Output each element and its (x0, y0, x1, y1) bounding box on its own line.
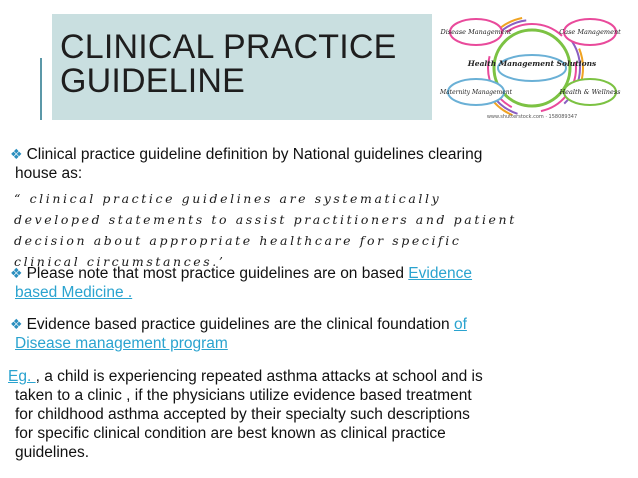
definition-quote: “ clinical practice guidelines are systematically developed statements to assist practitioners and patient decision about appropriate healthcare for specific clinical circumstances.’ (14, 191, 517, 269)
paragraph-evidence-medicine (10, 264, 630, 302)
slide-title (60, 30, 440, 98)
diagram-label-maternity: Maternity Management (439, 89, 513, 96)
definition-text: Clinical practice guideline definition by National guidelines clearing (26, 146, 483, 163)
svg-text:Disease Management (439, 28, 511, 36)
diagram-label-case: Case Management (559, 28, 621, 36)
diamond-bullet-icon: ❖ (10, 316, 23, 332)
title-line-2: GUIDELINE (60, 62, 246, 98)
svg-text:Maternity Management (439, 89, 513, 96)
diagram-label-wellness: Health & Wellness (559, 88, 621, 96)
evidence-medicine-link-cont[interactable]: based Medicine . (15, 284, 133, 301)
paragraph-example (8, 367, 632, 462)
svg-text:www.shutterstock.com · 1580893 (487, 114, 577, 120)
example-line-4: for specific clinical condition are best known as clinical practice (15, 425, 446, 442)
disease-management-link[interactable]: of (453, 316, 467, 333)
definition-text-cont: house as: (15, 165, 83, 182)
disease-management-link-cont[interactable]: Disease management program (15, 335, 228, 352)
diagram-watermark: www.shutterstock.com · 158089347 (486, 114, 578, 120)
evidence-text: Please note that most practice guidelines are on based (26, 265, 409, 282)
paragraph-foundation (10, 315, 630, 353)
example-line-2: taken to a clinic , if the physicians utilize evidence based treatment (15, 387, 472, 404)
evidence-medicine-link[interactable]: Evidence (408, 265, 473, 282)
example-link[interactable]: Eg. (8, 368, 36, 385)
health-management-diagram (432, 14, 632, 124)
diamond-bullet-icon: ❖ (10, 265, 23, 281)
example-line-3: for childhood asthma accepted by their specialty such descriptions (15, 406, 470, 423)
diagram-center-label: Health Management Solutions (467, 59, 597, 68)
example-line-1: , a child is experiencing repeated asthma attacks at school and is (35, 368, 483, 385)
paragraph-definition (10, 145, 610, 183)
svg-text:Health & Wellness (558, 88, 621, 96)
diamond-bullet-icon: ❖ (10, 146, 23, 162)
title-accent-bar (40, 58, 42, 120)
svg-text:Health Management Solutions (467, 59, 597, 68)
diagram-label-disease: Disease Management (440, 28, 512, 36)
svg-text:Case Management (559, 28, 621, 36)
example-line-5: guidelines. (15, 444, 90, 461)
title-line-1: CLINICAL PRACTICE (60, 30, 397, 66)
foundation-text: Evidence based practice guidelines are the clinical foundation (26, 316, 454, 333)
